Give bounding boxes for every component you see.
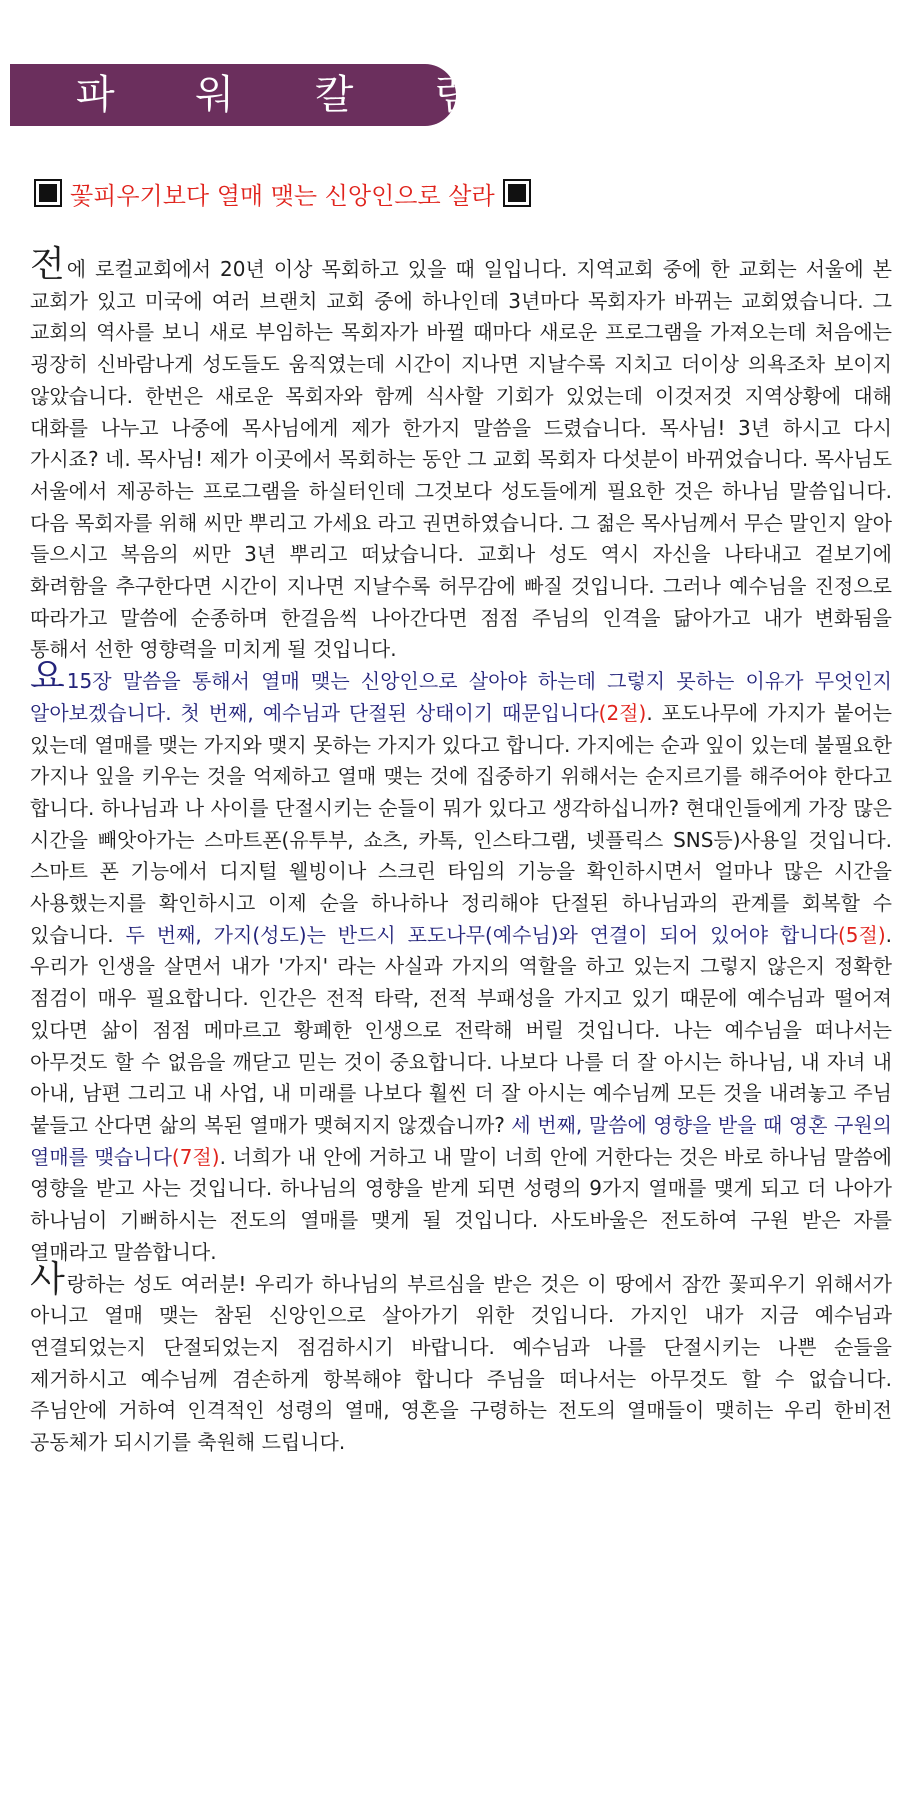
drop-cap: 요 <box>30 656 65 698</box>
point-two: 두 번째, 가지(성도)는 반드시 포도나무(예수님)와 연결이 되어 있어야 합니다 <box>125 922 838 947</box>
paragraph-3 <box>30 1258 892 1459</box>
verse-reference: (5절) <box>837 922 886 947</box>
point-one: 15장 말씀을 통해서 열매 맺는 신앙인으로 살아야 하는데 그렇지 못하는 이유가 무엇인지 알아보겠습니다. 첫 번째, 예수님과 단절된 상태이기 때문입니다 <box>30 669 892 725</box>
article-body <box>30 244 892 1459</box>
verse-reference: (7절) <box>171 1144 220 1169</box>
paragraph-text: 에 로컬교회에서 20년 이상 목회하고 있을 때 일입니다. 지역교회 중에 한 교회는 서울에 본 교회가 있고 미국에 여러 브랜치 교회 중에 하나인데 3년마다 목회자가 바뀌는 교회였습니다. 그 교회의 역사를 보니 새로 부임하는 목회자가 바뀔 때마다 새로운 프로그램을 가져오는데 처음에는 굉장히 신바람나게 성도들도 움직였는데 시간이 지나면 지날수록 지치고 더이상 의욕조차 보이지 않았습니다. 한번은 새로운 목회자와 함께 식사할 기회가 있었는데 이것저것 지역상황에 대해 대화를 나누고 나중에 목사님에게 제가 한가지 말씀을 드렸습니다. 목사님! 3년 하시고 다시 가시죠? 네. 목사님! 제가 이곳에서 목회하는 동안 그 교회 목회자 다섯분이 바뀌었습니다. 목사님도 서울에서 제공하는 프로그램을 하실터인데 그것보다 성도들에게 필요한 것은 하나님 말씀입니다. 다음 목회자를 위해 씨만 뿌리고 가세요 라고 권면하였습니다. 그 젊은 목사님께서 무슨 말인지 알아 들으시고 복음의 씨만 3년 뿌리고 떠났습니다. 교회나 성도 역시 자신을 나타내고 겉보기에 화려함을 추구한다면 시간이 지나면 지날수록 허무감에 빠질 것입니다. 그러나 예수님을 진정으로 따라가고 말씀에 순종하며 한걸음씩 나아간다면 점점 주님의 인격을 닮아가고 내가 변화됨을 통해서 선한 영향력을 미치게 될 것입니다. <box>30 257 892 662</box>
column-title: 파 워 칼 럼 <box>76 72 507 118</box>
subtitle-text: 꽃피우기보다 열매 맺는 신앙인으로 살라 <box>70 181 495 210</box>
verse-reference: (2절) <box>598 700 647 725</box>
paragraph-text: . 우리가 인생을 살면서 내가 '가지' 라는 사실과 가지의 역할을 하고 있는지 그렇지 않은지 정확한 점검이 매우 필요합니다. 인간은 전적 타락, 전적 부패성을 가지고 있기 때문에 예수님과 떨어져 있다면 삶이 점점 메마르고 황폐한 인생으로 전락해 버릴 것입니다. 나는 예수님을 떠나서는 아무것도 할 수 없음을 깨닫고 믿는 것이 중요합니다. 나보다 나를 더 잘 아시는 하나님, 내 자녀 내 아내, 남편 그리고 내 사업, 내 미래를 나보다 훨씬 더 잘 아시는 예수님께 모든 것을 내려놓고 주님 붙들고 산다면 삶의 복된 열매가 맺혀지지 않겠습니까? <box>30 922 892 1137</box>
point-three: 세 번째, 말씀에 영향을 받을 때 영혼 구원의 열매를 맺습니다 <box>30 1112 892 1169</box>
drop-cap: 사 <box>30 1258 65 1300</box>
paragraph-1 <box>30 244 892 666</box>
paragraph-text: . 포도나무에 가지가 붙어는 있는데 열매를 맺는 가지와 맺지 못하는 가지가 있다고 합니다. 가지에는 순과 잎이 있는데 불필요한 가지나 잎을 키우는 것을 억제하고 열매 맺는 것에 집중하기 위해서는 순지르기를 해주어야 한다고 합니다. 하나님과 나 사이를 단절시키는 순들이 뭐가 있다고 생각하십니까? 현대인들에게 가장 많은 시간을 빼앗아가는 스마트폰(유투부, 쇼츠, 카톡, 인스타그램, 넷플릭스 SNS등)사용일 것입니다. 스마트 폰 기능에서 디지털 웰빙이나 스크린 타임의 기능을 확인하시면서 얼마나 많은 시간을 사용했는지를 확인하시고 이제 순을 하나하나 정리해야 단절된 하나님과의 관계를 회복할 수 있습니다. <box>30 700 892 947</box>
paragraph-2 <box>30 656 892 1268</box>
filled-square-icon <box>503 179 531 207</box>
filled-square-icon <box>34 179 62 207</box>
column-banner <box>10 64 507 126</box>
drop-cap: 전 <box>30 244 65 285</box>
paragraph-text: . 너희가 내 안에 거하고 내 말이 너희 안에 거한다는 것은 바로 하나님 말씀에 영향을 받고 사는 것입니다. 하나님의 영향을 받게 되면 성령의 9가지 열매를 맺게 되고 더 나아가 하나님이 기뻐하시는 전도의 열매를 맺게 될 것입니다. 사도바울은 전도하여 구원 받은 자를 열매라고 말씀합니다. <box>30 1144 892 1264</box>
paragraph-text: 랑하는 성도 여러분! 우리가 하나님의 부르심을 받은 것은 이 땅에서 잠깐 꽃피우기 위해서가 아니고 열매 맺는 참된 신앙인으로 살아가기 위한 것입니다. 가지인 내가 지금 예수님과 연결되었는지 단절되었는지 점검하시기 바랍니다. 예수님과 나를 단절시키는 나쁜 순들을 제거하시고 예수님께 겸손하게 항복해야 합니다 주님을 떠나서는 아무것도 할 수 없습니다. 주님안에 거하여 인격적인 성령의 열매, 영혼을 구령하는 전도의 열매들이 맺히는 우리 한비전 공동체가 되시기를 축원해 드립니다. <box>30 1271 892 1455</box>
article-subtitle <box>30 175 535 211</box>
